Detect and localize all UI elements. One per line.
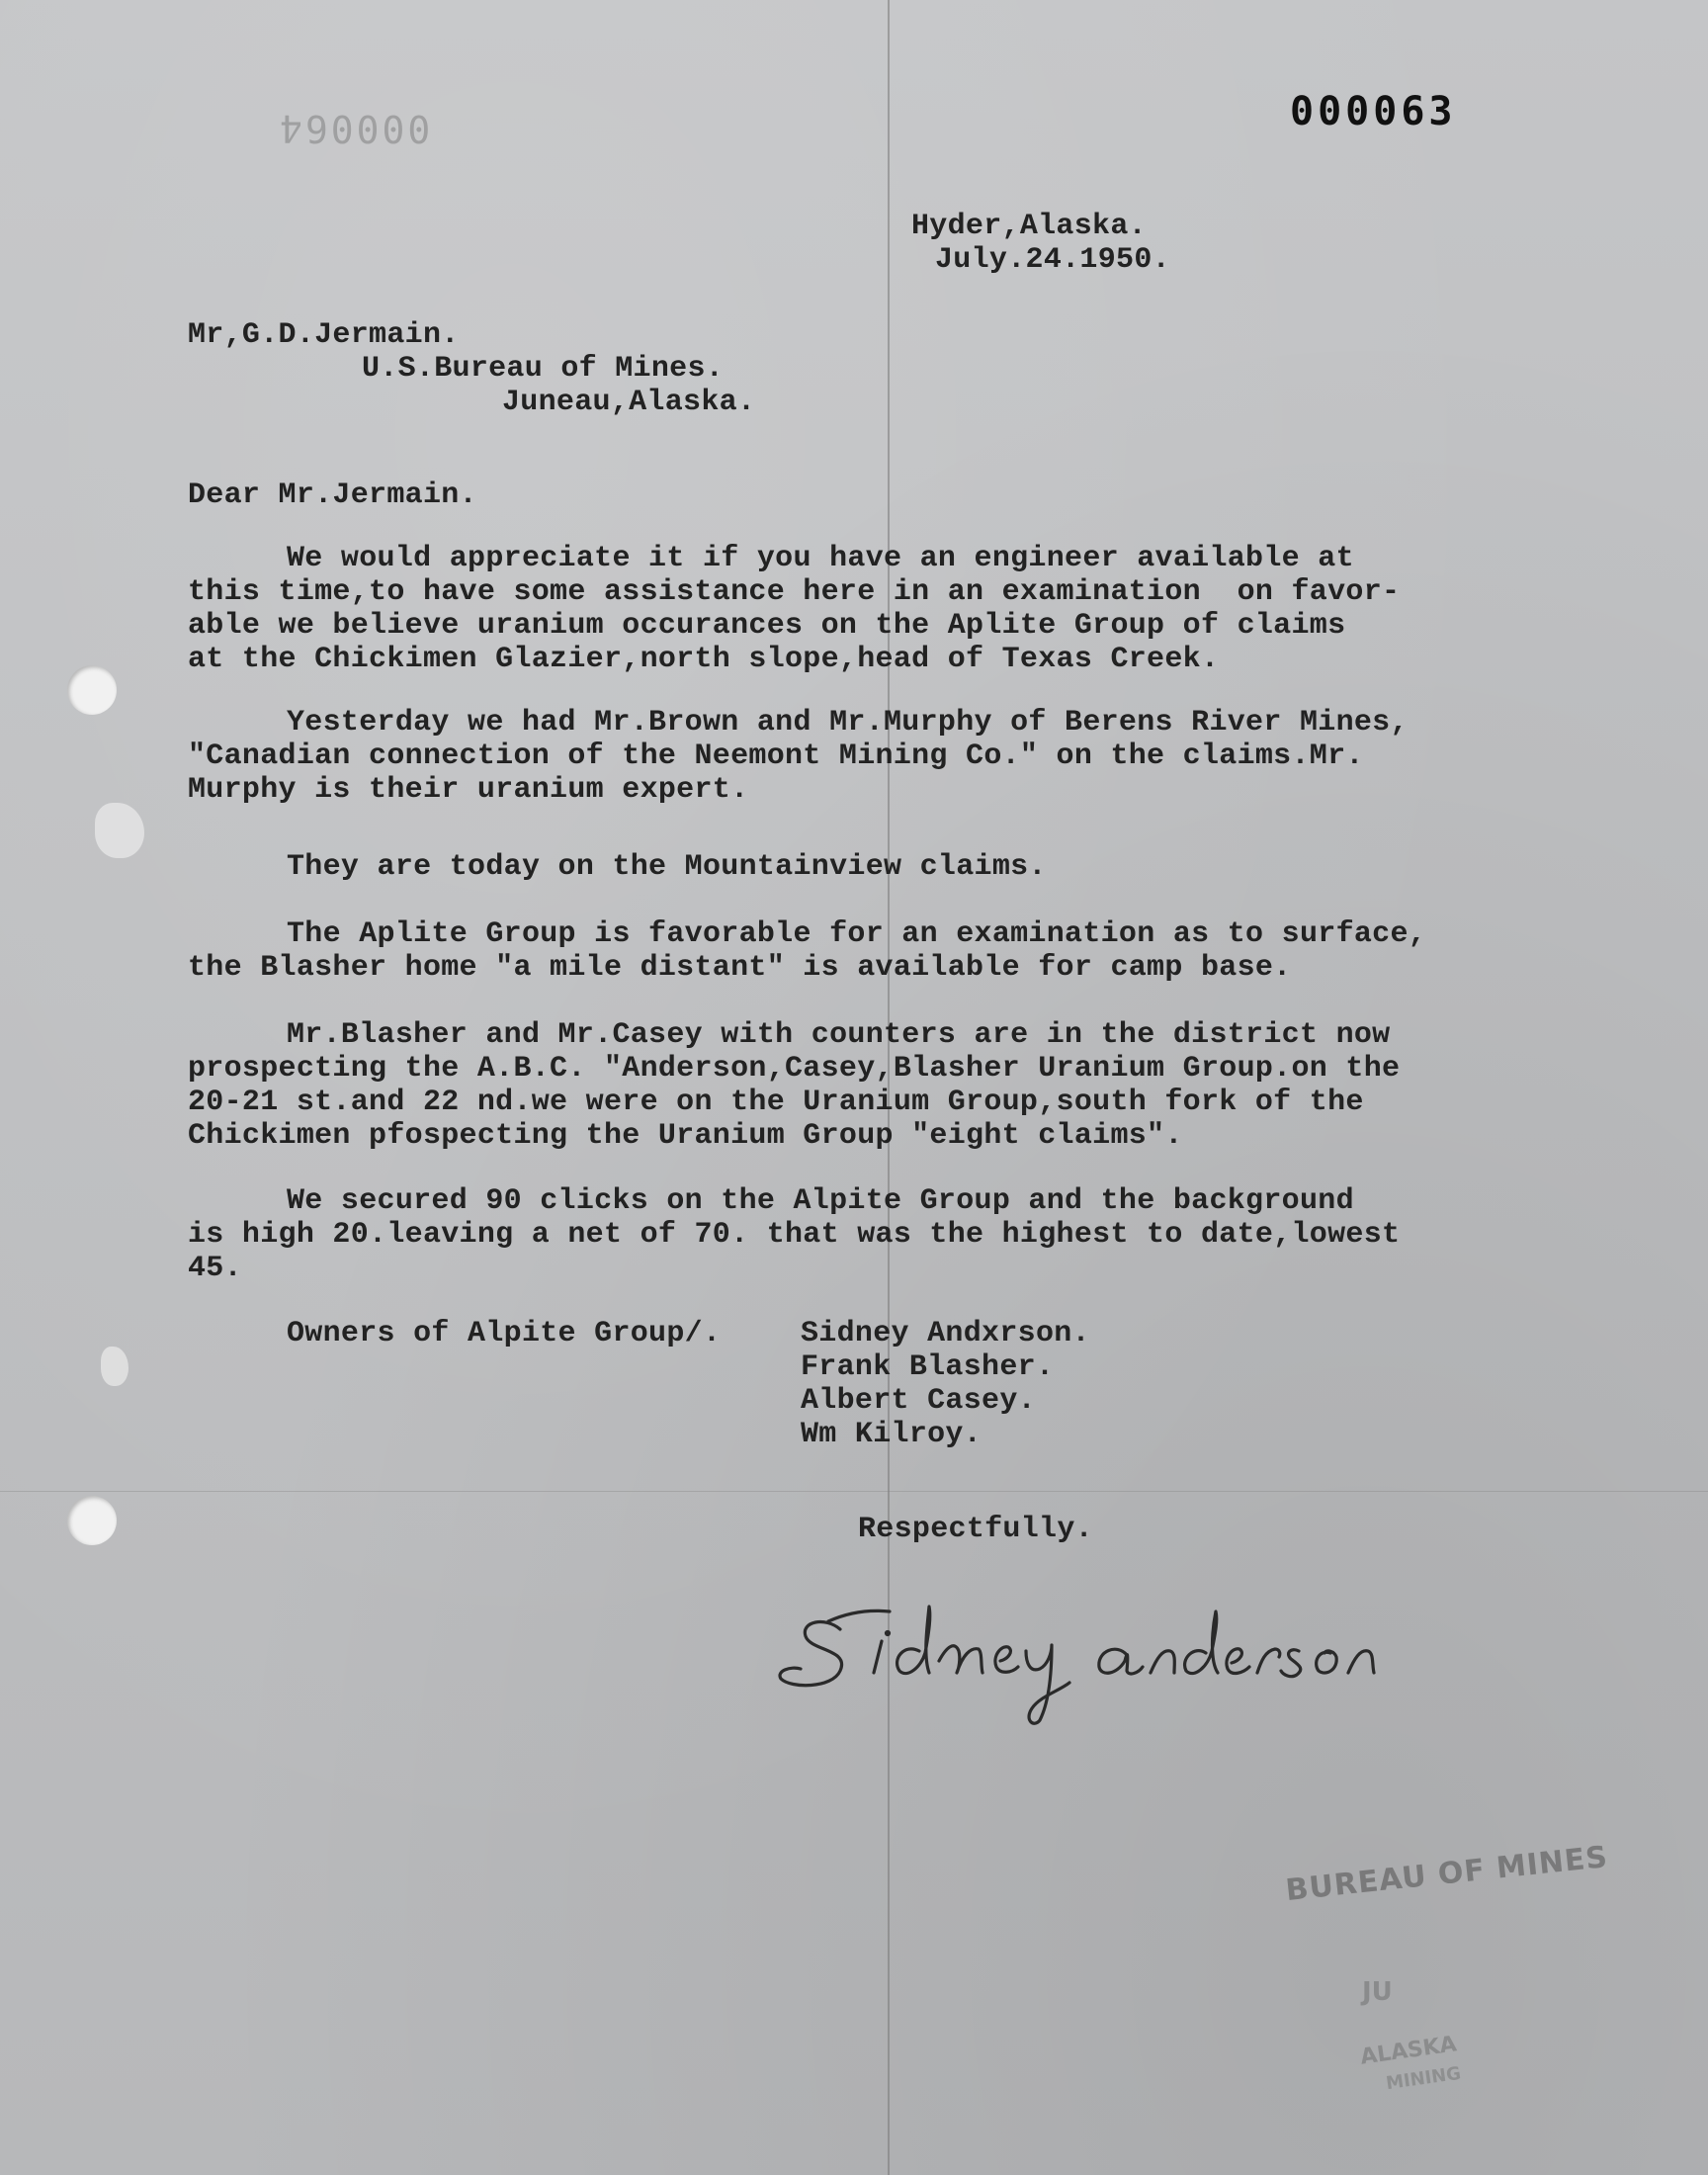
paragraph-line: "Canadian connection of the Neemont Mining Co." on the claims.Mr. — [188, 740, 1364, 773]
paragraph-line: Chickimen pfospecting the Uranium Group "eight claims". — [188, 1119, 1183, 1153]
paragraph-line: We secured 90 clicks on the Alpite Group and the background — [287, 1184, 1354, 1218]
punch-hole-top — [67, 665, 117, 715]
horizontal-fold-line — [0, 1491, 1708, 1492]
faded-page-number: 000064 — [277, 107, 431, 150]
owner-name: Frank Blasher. — [801, 1350, 1055, 1384]
closing: Respectfully. — [858, 1513, 1093, 1546]
owner-name: Albert Casey. — [801, 1384, 1036, 1418]
paragraph-line: They are today on the Mountainview claims. — [287, 850, 1047, 884]
paragraph-line: able we believe uranium occurances on the Aplite Group of claims — [188, 609, 1346, 643]
letter-place: Hyder,Alaska. — [911, 210, 1147, 243]
paragraph-line: this time,to have some assistance here in an examination on favor- — [188, 575, 1401, 609]
paragraph-line: at the Chickimen Glazier,north slope,head of Texas Creek. — [188, 643, 1220, 676]
punch-hole-bottom — [67, 1496, 117, 1545]
letter-date: July.24.1950. — [935, 243, 1170, 277]
paragraph-line: We would appreciate it if you have an engineer available at — [287, 542, 1354, 575]
paragraph-line: 45. — [188, 1252, 242, 1285]
owner-name: Sidney Andxrson. — [801, 1317, 1090, 1350]
paragraph-line: Murphy is their uranium expert. — [188, 773, 749, 807]
stamp-line: JU — [1362, 1977, 1393, 2007]
recipient-office: U.S.Bureau of Mines. — [362, 352, 725, 386]
handwritten-signature — [771, 1582, 1463, 1730]
paragraph-line: prospecting the A.B.C. "Anderson,Casey,Blasher Uranium Group.on the — [188, 1052, 1401, 1086]
owners-label: Owners of Alpite Group/. — [287, 1317, 722, 1350]
paper-tear-mark — [101, 1347, 128, 1386]
owner-name: Wm Kilroy. — [801, 1418, 982, 1451]
paragraph-line: 20-21 st.and 22 nd.we were on the Uranium Group,south fork of the — [188, 1086, 1364, 1119]
recipient-name: Mr,G.D.Jermain. — [188, 318, 460, 352]
page-number-stamp: 000063 — [1290, 89, 1457, 134]
paragraph-line: Mr.Blasher and Mr.Casey with counters are in the district now — [287, 1018, 1391, 1052]
paper-tear-mark — [95, 803, 144, 858]
stamp-line: BUREAU OF MINES — [1284, 1839, 1610, 1909]
stamp-line: ALASKA — [1358, 2032, 1459, 2070]
stamp-line: MINING — [1384, 2062, 1463, 2095]
salutation: Dear Mr.Jermain. — [188, 478, 477, 512]
paragraph-line: The Aplite Group is favorable for an examination as to surface, — [287, 917, 1427, 951]
paragraph-line: is high 20.leaving a net of 70. that was the highest to date,lowest — [188, 1218, 1401, 1252]
paragraph-line: the Blasher home "a mile distant" is available for camp base. — [188, 951, 1292, 985]
paragraph-line: Yesterday we had Mr.Brown and Mr.Murphy of Berens River Mines, — [287, 706, 1409, 740]
recipient-city: Juneau,Alaska. — [502, 386, 756, 419]
